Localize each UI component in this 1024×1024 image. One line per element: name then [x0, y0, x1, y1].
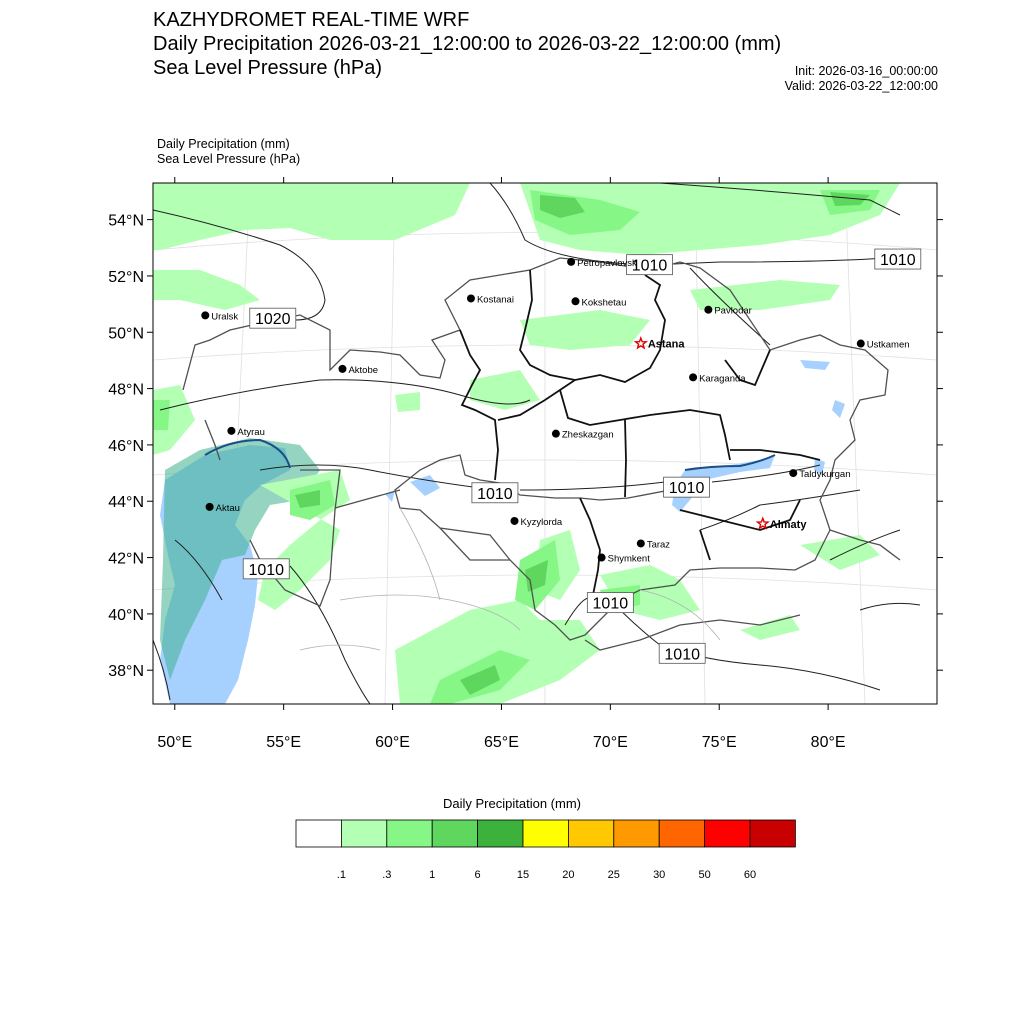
city-marker [571, 297, 626, 308]
city-marker [511, 517, 563, 528]
city-label: Aktobe [348, 364, 379, 376]
city-label: Uralsk [211, 311, 239, 323]
colorbar-label: 25 [607, 869, 620, 881]
svg-text:1010: 1010 [668, 480, 705, 498]
lat-tick-label: 50°N [108, 325, 144, 343]
colorbar-swatch [387, 820, 432, 847]
colorbar-swatch [705, 820, 750, 847]
city-marker [552, 430, 614, 441]
svg-text:1010: 1010 [664, 646, 700, 664]
colorbar-label: 50 [698, 869, 711, 881]
title: KAZHYDROMET REAL-TIME WRF [153, 9, 470, 31]
capital-star-icon [758, 518, 769, 528]
colorbar-swatch [296, 820, 341, 847]
colorbar-label: 60 [743, 869, 757, 881]
colorbar-label: 15 [516, 869, 530, 881]
isobar-label [664, 477, 710, 497]
city-label: Atyrau [237, 426, 265, 438]
city-label: Astana [647, 338, 685, 351]
city-dot-icon [552, 430, 560, 438]
city-marker [689, 373, 746, 384]
city-dot-icon [689, 373, 697, 381]
lat-tick-label: 40°N [108, 606, 144, 624]
colorbar-swatch [659, 820, 704, 847]
lon-tick-label: 70°E [592, 734, 628, 751]
svg-text:1020: 1020 [254, 311, 291, 329]
colorbar-swatch [614, 820, 659, 847]
city-dot-icon [567, 258, 575, 266]
title-precip-period: Daily Precipitation 2026-03-21_12:00:00 to 2026-03-22_12:00:00 (mm) [153, 33, 782, 55]
colorbar-swatch [568, 820, 613, 847]
svg-text:1010: 1010 [248, 561, 285, 579]
svg-text:1010: 1010 [477, 485, 513, 503]
lon-tick-label: 55°E [266, 734, 302, 751]
city-marker [567, 258, 637, 269]
city-label: Ustkamen [866, 339, 910, 351]
city-dot-icon [637, 539, 645, 547]
colorbar-swatch [523, 820, 568, 847]
lon-tick-label: 80°E [810, 734, 846, 751]
isobar-label [250, 308, 296, 328]
colorbar-label: 6 [474, 869, 481, 881]
lat-tick-label: 44°N [108, 494, 144, 512]
lon-tick-label: 75°E [701, 734, 737, 751]
city-label: Almaty [769, 518, 807, 531]
city-label: Shymkent [607, 553, 650, 565]
city-marker [636, 338, 686, 351]
lat-tick-label: 38°N [108, 663, 144, 681]
isobar-label [243, 559, 289, 579]
colorbar-swatch [478, 820, 523, 847]
lat-tick-label: 48°N [108, 381, 144, 399]
city-label: Petropavlovsk [577, 257, 637, 269]
isobar-label [472, 483, 518, 503]
city-marker [227, 427, 264, 438]
colorbar-swatch [341, 820, 386, 847]
city-marker [857, 340, 910, 351]
city-marker [598, 554, 651, 565]
init-time: Init: 2026-03-16_00:00:00 [794, 64, 938, 78]
title-slp: Sea Level Pressure (hPa) [153, 57, 383, 79]
colorbar-swatch [750, 820, 795, 847]
city-dot-icon [511, 517, 519, 525]
city-dot-icon [227, 427, 235, 435]
city-marker [467, 294, 514, 305]
city-dot-icon [338, 365, 346, 373]
city-label: Pavlodar [714, 305, 752, 317]
city-label: Zheskazgan [561, 429, 614, 441]
lon-tick-label: 50°E [157, 734, 193, 751]
lon-tick-label: 60°E [375, 734, 410, 751]
city-dot-icon [201, 311, 209, 319]
city-marker [789, 469, 850, 480]
colorbar-label: 1 [429, 869, 436, 881]
subtitle-precip: Daily Precipitation (mm) [157, 137, 290, 151]
colorbar-swatch [432, 820, 477, 847]
city-dot-icon [857, 340, 865, 348]
city-label: Kokshetau [581, 297, 627, 309]
lat-tick-label: 52°N [108, 268, 144, 286]
city-label: Taldykurgan [799, 469, 851, 481]
city-marker [201, 311, 238, 322]
city-dot-icon [598, 554, 606, 562]
svg-text:1010: 1010 [880, 252, 916, 270]
lat-tick-label: 46°N [108, 437, 144, 455]
isobar-label [875, 249, 921, 269]
colorbar-label: 30 [653, 869, 666, 881]
city-marker [704, 306, 752, 317]
colorbar-label: .1 [336, 869, 346, 881]
city-label: Kostanai [476, 294, 514, 306]
subtitle-slp: Sea Level Pressure (hPa) [157, 152, 301, 166]
isobar-label [587, 593, 633, 613]
city-label: Taraz [646, 539, 671, 551]
city-label: Aktau [215, 502, 240, 514]
colorbar-label: .3 [382, 869, 392, 881]
svg-text:1010: 1010 [631, 257, 668, 275]
city-dot-icon [467, 294, 475, 302]
colorbar-label: 20 [562, 869, 575, 881]
capital-star-icon [636, 338, 647, 348]
city-marker [637, 539, 670, 550]
city-dot-icon [206, 503, 214, 511]
city-dot-icon [571, 297, 579, 305]
lat-tick-label: 54°N [108, 212, 144, 230]
city-dot-icon [704, 306, 712, 314]
city-label: Kyzylorda [520, 516, 563, 528]
city-dot-icon [789, 469, 797, 477]
svg-text:1010: 1010 [592, 595, 629, 613]
city-label: Karaganda [699, 373, 746, 385]
lon-tick-label: 65°E [484, 734, 519, 751]
valid-time: Valid: 2026-03-22_12:00:00 [784, 79, 938, 93]
city-marker [338, 365, 378, 376]
colorbar-title: Daily Precipitation (mm) [443, 796, 581, 811]
isobar-label [659, 643, 705, 663]
lat-tick-label: 42°N [108, 550, 144, 568]
